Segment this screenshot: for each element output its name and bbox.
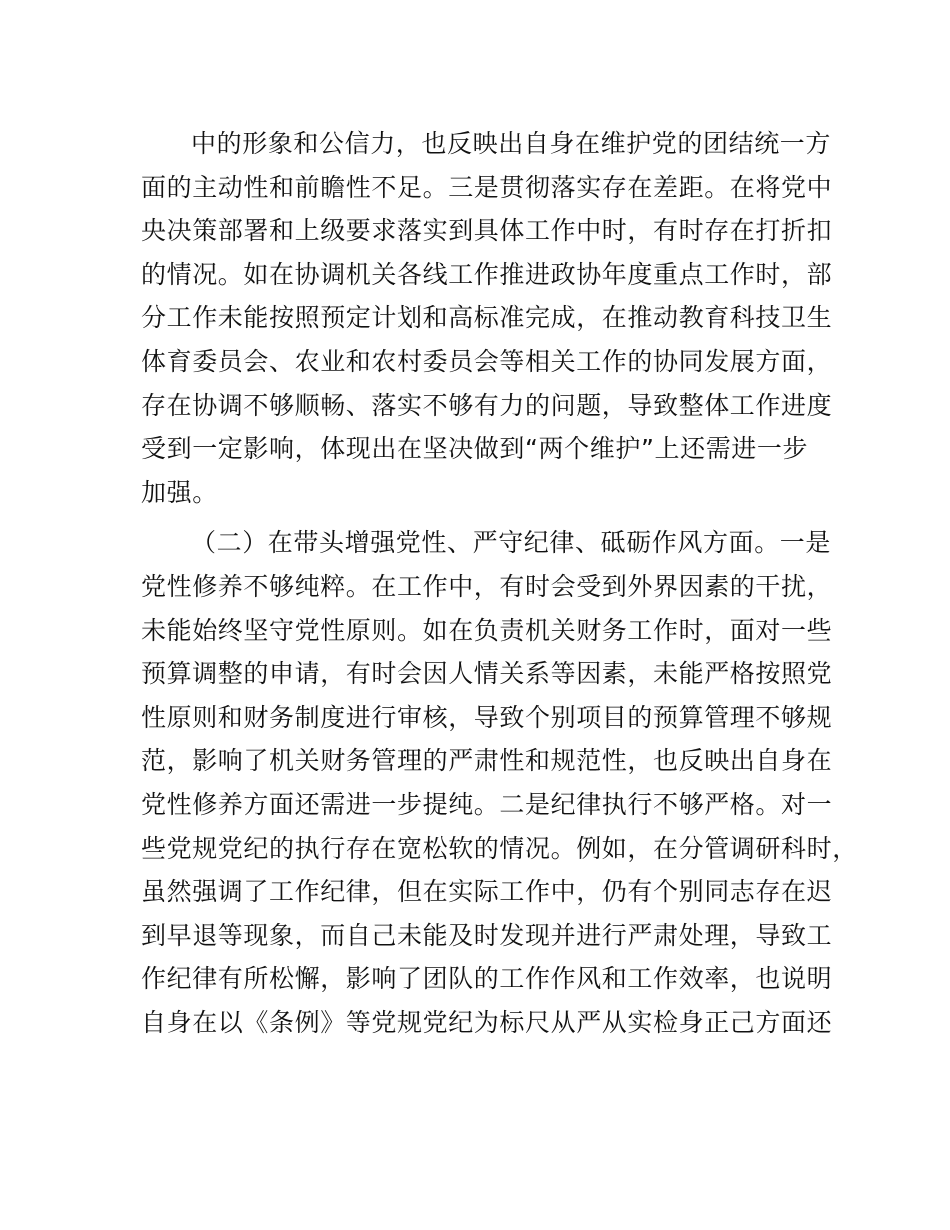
paragraph-1-line-5: 分工作未能按照预定计划和高标准完成，在推动教育科技卫生 — [141, 303, 833, 333]
paragraph-2-line-3: 未能始终坚守党性原则。如在负责机关财务工作时，面对一些 — [141, 615, 833, 645]
paragraph-2-line-6: 范，影响了机关财务管理的严肃性和规范性，也反映出自身在 — [141, 746, 833, 776]
paragraph-2-line-10: 到早退等现象，而自己未能及时发现并进行严肃处理，导致工 — [141, 920, 833, 950]
paragraph-1-line-2: 面的主动性和前瞻性不足。三是贯彻落实存在差距。在将党中 — [141, 172, 833, 202]
paragraph-2-line-7: 党性修养方面还需进一步提纯。二是纪律执行不够严格。对一 — [141, 789, 833, 819]
paragraph-1-line-9: 加强。 — [141, 477, 218, 507]
paragraph-2-line-8: 些党规党纪的执行存在宽松软的情况。例如，在分管调研科时， — [141, 833, 858, 863]
paragraph-gap — [141, 514, 841, 521]
paragraph-1-line-1: 中的形象和公信力，也反映出自身在维护党的团结统一方 — [191, 129, 832, 158]
paragraph-1-line-3: 央决策部署和上级要求落实到具体工作中时，有时存在打折扣 — [141, 216, 833, 246]
paragraph-2-line-1: （二）在带头增强党性、严守纪律、砥砺作风方面。一是 — [191, 528, 832, 558]
paragraph-2-line-4: 预算调整的申请，有时会因人情关系等因素，未能严格按照党 — [141, 659, 833, 689]
document-body — [141, 122, 858, 1044]
paragraph-1-line-4: 的情况。如在协调机关各线工作推进政协年度重点工作时，部 — [141, 259, 833, 289]
paragraph-1-line-7: 存在协调不够顺畅、落实不够有力的问题，导致整体工作进度 — [141, 390, 833, 420]
paragraph-2-line-11: 作纪律有所松懈，影响了团队的工作作风和工作效率，也说明 — [141, 964, 833, 994]
paragraph-2-line-5: 性原则和财务制度进行审核，导致个别项目的预算管理不够规 — [141, 702, 833, 732]
paragraph-2-line-9: 虽然强调了工作纪律，但在实际工作中，仍有个别同志存在迟 — [141, 877, 833, 907]
paragraph-2-line-2: 党性修养不够纯粹。在工作中，有时会受到外界因素的干扰， — [141, 571, 833, 601]
paragraph-1-line-6: 体育委员会、农业和农村委员会等相关工作的协同发展方面， — [141, 346, 833, 376]
paragraph-2-line-12: 自身在以《条例》等党规党纪为标尺从严从实检身正己方面还 — [141, 1007, 833, 1037]
paragraph-1-line-8: 受到一定影响，体现出在坚决做到“两个维护”上还需进一步 — [141, 434, 809, 464]
